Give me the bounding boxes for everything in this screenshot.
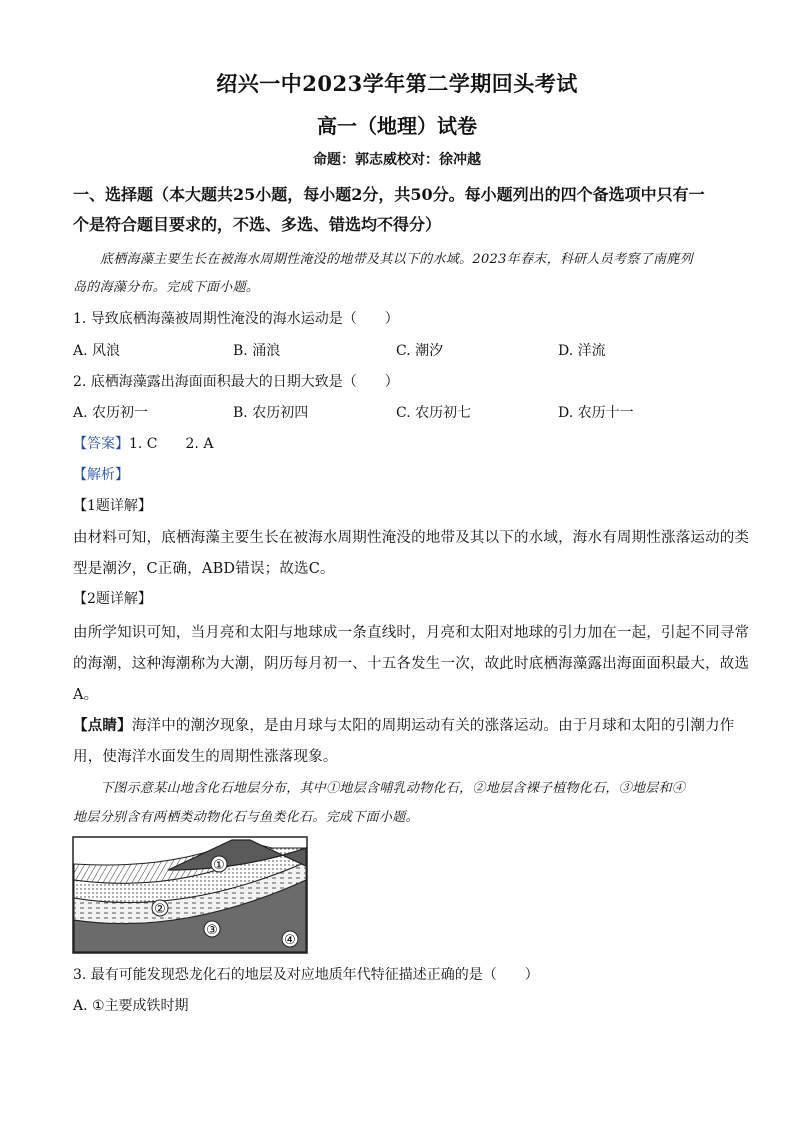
tip-label: 【点睛】 (73, 717, 132, 734)
material-2-line-2: 地层分别含有两栖类动物化石与鱼类化石。完成下面小题。 (73, 810, 419, 825)
question-3-stem: 3. 最有可能发现恐龙化石的地层及对应地质年代特征描述正确的是（ ） (73, 967, 539, 983)
question-2-stem: 2. 底栖海藻露出海面面积最大的日期大致是（ ） (73, 374, 399, 390)
detail-1-line-1: 由材料可知，底栖海藻主要生长在被海水周期性淹没的地带及其以下的水域，海水有周期性涨落运动的类 (73, 530, 750, 546)
section-heading-line-1: 一、选择题（本大题共25小题，每小题2分，共50分。每小题列出的四个备选项中只有一 (73, 185, 705, 204)
detail-1-label: 【1题详解】 (73, 498, 152, 514)
material-1-line-1: 底栖海藻主要生长在被海水周期性淹没的地带及其以下的水域。2023年春末，科研人员考察了南麂列 (100, 252, 693, 267)
fossil-strata-figure (72, 836, 308, 954)
stratum-label-1: ① (213, 858, 225, 873)
detail-2-line-1: 由所学知识可知，当月亮和太阳与地球成一条直线时，月亮和太阳对地球的引力加在一起，引起不同寻常 (73, 625, 750, 641)
question-3-option-a: A. ①主要成铁时期 (73, 998, 189, 1014)
question-1-option-b: B. 涌浪 (233, 343, 281, 359)
detail-1-line-2: 型是潮汐，C正确，ABD错误；故选C。 (73, 561, 335, 577)
tip-text-1: 海洋中的潮汐现象，是由月球与太阳的周期运动有关的涨落运动。由于月球和太阳的引潮力作 (131, 718, 735, 734)
answer-line (73, 433, 723, 453)
question-2-option-d: D. 农历十一 (558, 405, 634, 421)
analysis-label: 【解析】 (73, 467, 129, 483)
exam-authors: 命题：郭志威校对：徐冲越 (313, 152, 481, 168)
material-1-line-2: 岛的海藻分布。完成下面小题。 (73, 280, 260, 295)
stratum-label-3: ③ (206, 923, 218, 938)
exam-title: 绍兴一中2023学年第二学期回头考试 (216, 71, 578, 96)
answer-values: 1. C 2. A (129, 436, 214, 452)
answer-label: 【答案】 (73, 436, 129, 452)
question-2-option-a: A. 农历初一 (73, 405, 149, 421)
exam-subtitle: 高一（地理）试卷 (317, 114, 477, 138)
section-heading-line-2: 个是符合题目要求的，不选、多选、错选均不得分） (73, 215, 442, 234)
question-1-option-a: A. 风浪 (73, 343, 121, 359)
tip-line-2: 用，使海洋水面发生的周期性涨落现象。 (73, 749, 338, 765)
material-2-line-1: 下图示意某山地含化石地层分布，其中①地层含哺乳动物化石，②地层含裸子植物化石，③地层和④ (100, 781, 686, 796)
question-1-option-d: D. 洋流 (558, 343, 606, 359)
detail-2-line-3: A。 (73, 687, 99, 703)
stratum-label-4: ④ (284, 933, 296, 948)
tip-line-1 (73, 714, 735, 735)
detail-2-label: 【2题详解】 (73, 591, 152, 607)
detail-2-line-2: 的海潮，这种海潮称为大潮，阴历每月初一、十五各发生一次，故此时底栖海藻露出海面面积最大，故选 (73, 656, 750, 672)
stratum-label-2: ② (154, 902, 166, 917)
question-2-option-c: C. 农历初七 (396, 405, 472, 421)
question-1-option-c: C. 潮汐 (396, 343, 444, 359)
question-1-stem: 1. 导致底栖海藻被周期性淹没的海水运动是（ ） (73, 311, 399, 327)
question-2-option-b: B. 农历初四 (233, 405, 309, 421)
